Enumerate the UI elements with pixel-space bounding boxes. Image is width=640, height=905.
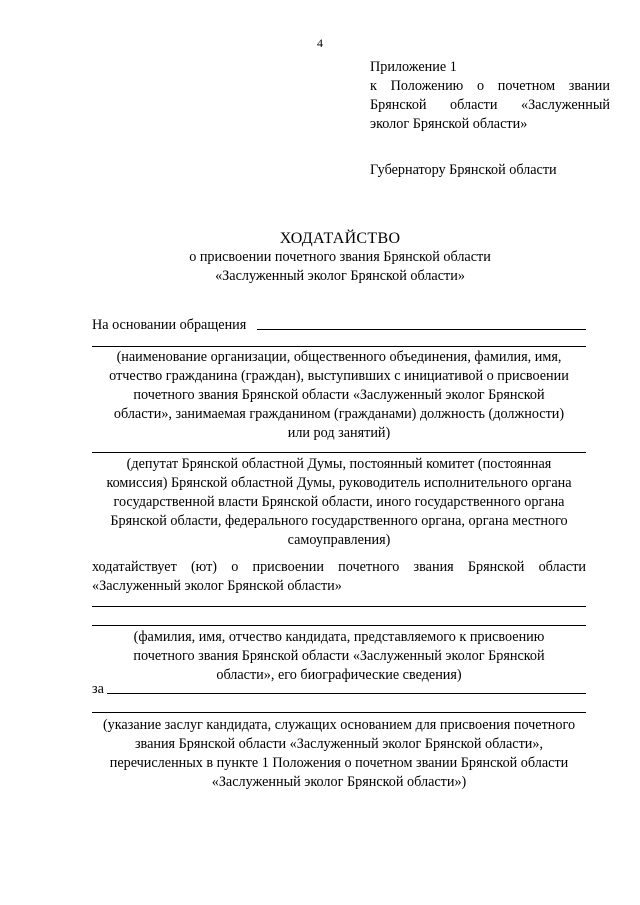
caption-line: почетного звания Брянской области «Заслуженный эколог Брянской (133, 387, 545, 403)
candidate-fill-line-2 (92, 625, 586, 626)
candidate-fill-line (92, 606, 586, 607)
title-main: ХОДАТАЙСТВО (279, 230, 401, 247)
basis-fill-line-2 (92, 346, 586, 347)
caption-initiator (92, 455, 586, 550)
appendix-line: Брянской области «Заслуженный (370, 97, 610, 113)
appendix-line: Приложение 1 (370, 59, 457, 75)
basis-label: На основании обращения (92, 317, 247, 333)
za-label: за (92, 681, 104, 697)
caption-merits (92, 716, 586, 792)
merits-fill-line-2 (92, 712, 586, 713)
caption-line: (депутат Брянской областной Думы, постоянный комитет (постоянная (126, 456, 552, 472)
caption-line: перечисленных в пункте 1 Положения о почетном звании Брянской области (109, 755, 569, 771)
initiator-fill-line (92, 452, 586, 453)
caption-line: (наименование организации, общественного объединения, фамилия, имя, (116, 349, 562, 365)
petition-line: «Заслуженный эколог Брянской области» (92, 578, 342, 594)
document-title (140, 229, 540, 286)
caption-line: Брянской области, федерального государственного органа, органа местного (110, 513, 568, 529)
title-subtitle: «Заслуженный эколог Брянской области» (215, 268, 465, 284)
caption-line: области», занимаемая гражданином (гражданами) должность (должности) (113, 406, 565, 422)
petition-line: ходатайствует (ют) о присвоении почетного звания Брянской области (92, 559, 586, 575)
caption-line: (фамилия, имя, отчество кандидата, представляемого к присвоению (133, 629, 545, 645)
caption-candidate (92, 628, 586, 685)
caption-line: звания Брянской области «Заслуженный эколог Брянской области», (134, 736, 544, 752)
caption-line: или род занятий) (287, 425, 391, 441)
caption-line: «Заслуженный эколог Брянской области») (211, 774, 467, 790)
caption-line: области», его биографические сведения) (216, 667, 462, 683)
basis-fill-line (257, 329, 586, 330)
caption-line: государственной власти Брянской области, иного государственного органа (113, 494, 565, 510)
caption-line: самоуправления) (287, 532, 391, 548)
appendix-line: к Положению о почетном звании (370, 78, 610, 94)
caption-line: отчество гражданина (граждан), выступивших с инициативой о присвоении (109, 368, 569, 384)
page-number: 4 (317, 36, 323, 50)
merits-fill-line (107, 693, 586, 694)
caption-line: комиссия) Брянской областной Думы, руководитель исполнительного органа (106, 475, 572, 491)
petition-text (92, 558, 586, 596)
appendix-line: эколог Брянской области» (370, 116, 528, 132)
caption-organization (92, 348, 586, 443)
title-subtitle: о присвоении почетного звания Брянской области (189, 249, 491, 265)
caption-line: почетного звания Брянской области «Заслуженный эколог Брянской (133, 648, 545, 664)
appendix-header (370, 58, 610, 134)
caption-line: (указание заслуг кандидата, служащих основанием для присвоения почетного (102, 717, 576, 733)
addressee: Губернатору Брянской области (370, 162, 557, 178)
